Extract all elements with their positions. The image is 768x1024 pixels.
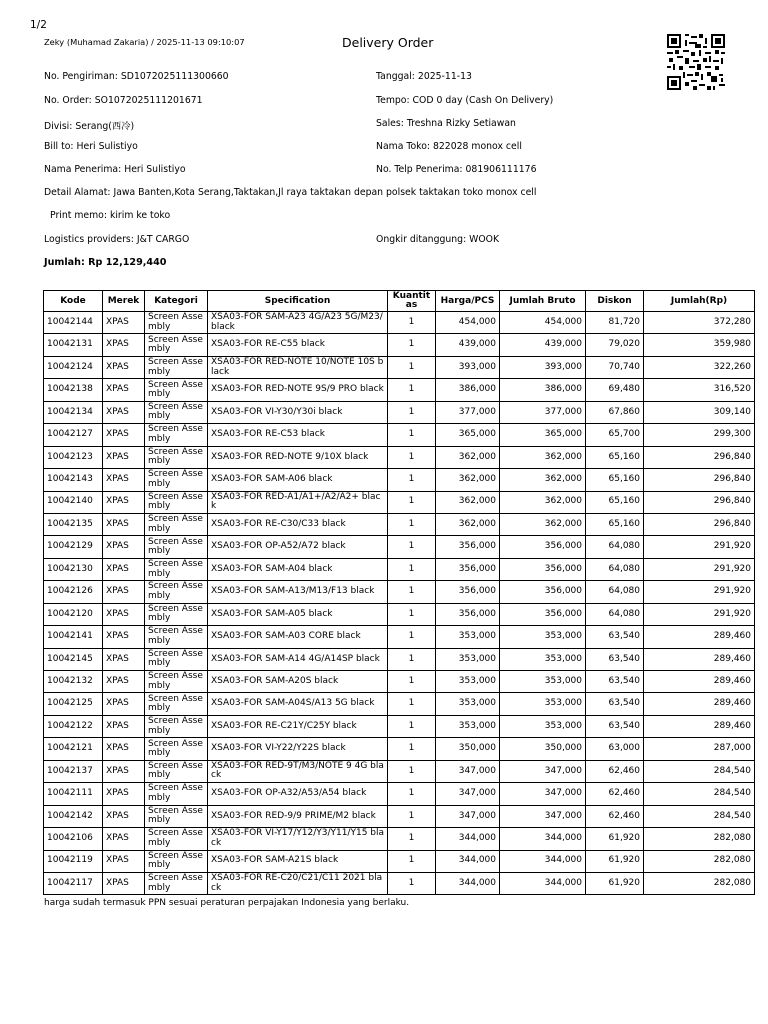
table-row — [44, 850, 755, 872]
page-number: 1/2 — [30, 19, 47, 31]
cell-diskon: 67,860 — [586, 401, 644, 423]
col-header-specification: Specification — [208, 291, 388, 312]
cell-kategori: Screen Assembly — [145, 491, 208, 513]
cell-specification: XSA03-FOR RED-NOTE 9/10X black — [208, 446, 388, 468]
table-row — [44, 469, 755, 491]
cell-jumlah-bruto: 362,000 — [500, 469, 586, 491]
cell-kode: 10042127 — [44, 424, 103, 446]
table-row — [44, 401, 755, 423]
cell-jumlah-rp: 284,540 — [644, 783, 755, 805]
print-memo: Print memo: kirim ke toko — [50, 210, 171, 221]
cell-kuantitas: 1 — [388, 828, 436, 850]
cell-kategori: Screen Assembly — [145, 424, 208, 446]
cell-specification: XSA03-FOR VI-Y30/Y30i black — [208, 401, 388, 423]
cell-jumlah-bruto: 362,000 — [500, 446, 586, 468]
cell-jumlah-rp: 316,520 — [644, 379, 755, 401]
col-header-kategori: Kategori — [145, 291, 208, 312]
cell-specification: XSA03-FOR SAM-A23 4G/A23 5G/M23/black — [208, 312, 388, 334]
cell-kuantitas: 1 — [388, 513, 436, 535]
col-header-merek: Merek — [103, 291, 145, 312]
cell-diskon: 62,460 — [586, 760, 644, 782]
cell-kode: 10042123 — [44, 446, 103, 468]
cell-kode: 10042142 — [44, 805, 103, 827]
cell-diskon: 63,540 — [586, 626, 644, 648]
cell-specification: XSA03-FOR RED-9T/M3/NOTE 9 4G black — [208, 760, 388, 782]
table-row — [44, 603, 755, 625]
nama-toko: Nama Toko: 822028 monox cell — [376, 141, 522, 152]
cell-specification: XSA03-FOR SAM-A13/M13/F13 black — [208, 581, 388, 603]
cell-merek: XPAS — [103, 872, 145, 894]
cell-kode: 10042124 — [44, 356, 103, 378]
cell-jumlah-rp: 291,920 — [644, 603, 755, 625]
cell-jumlah-bruto: 454,000 — [500, 312, 586, 334]
cell-kuantitas: 1 — [388, 536, 436, 558]
cell-kategori: Screen Assembly — [145, 648, 208, 670]
cell-diskon: 63,540 — [586, 715, 644, 737]
cell-kategori: Screen Assembly — [145, 715, 208, 737]
table-row — [44, 558, 755, 580]
cell-harga: 365,000 — [436, 424, 500, 446]
cell-merek: XPAS — [103, 536, 145, 558]
cell-harga: 353,000 — [436, 648, 500, 670]
cell-jumlah-rp: 309,140 — [644, 401, 755, 423]
print-meta-line: Zeky (Muhamad Zakaria) / 2025-11-13 09:10:07 — [44, 37, 245, 47]
cell-merek: XPAS — [103, 693, 145, 715]
sales: Sales: Treshna Rizky Setiawan — [376, 118, 516, 129]
col-header-diskon: Diskon — [586, 291, 644, 312]
cell-kuantitas: 1 — [388, 715, 436, 737]
col-header-kuantitas: Kuantitas — [388, 291, 436, 312]
tax-footnote: harga sudah termasuk PPN sesuai peraturan perpajakan Indonesia yang berlaku. — [44, 898, 410, 908]
cell-jumlah-rp: 284,540 — [644, 805, 755, 827]
cell-harga: 344,000 — [436, 850, 500, 872]
no-pengiriman: No. Pengiriman: SD1072025111300660 — [44, 71, 229, 82]
cell-specification: XSA03-FOR RE-C55 black — [208, 334, 388, 356]
cell-harga: 353,000 — [436, 626, 500, 648]
cell-diskon: 62,460 — [586, 805, 644, 827]
cell-jumlah-bruto: 393,000 — [500, 356, 586, 378]
cell-harga: 393,000 — [436, 356, 500, 378]
cell-specification: XSA03-FOR RED-9/9 PRIME/M2 black — [208, 805, 388, 827]
cell-kategori: Screen Assembly — [145, 581, 208, 603]
cell-kode: 10042144 — [44, 312, 103, 334]
col-header-jumlah-bruto: Jumlah Bruto — [500, 291, 586, 312]
cell-merek: XPAS — [103, 850, 145, 872]
table-row — [44, 379, 755, 401]
cell-jumlah-bruto: 356,000 — [500, 603, 586, 625]
cell-specification: XSA03-FOR SAM-A04S/A13 5G black — [208, 693, 388, 715]
cell-kode: 10042145 — [44, 648, 103, 670]
cell-kode: 10042129 — [44, 536, 103, 558]
cell-kategori: Screen Assembly — [145, 513, 208, 535]
jumlah-total: Jumlah: Rp 12,129,440 — [44, 257, 167, 268]
cell-kode: 10042125 — [44, 693, 103, 715]
cell-specification: XSA03-FOR VI-Y22/Y22S black — [208, 738, 388, 760]
cell-harga: 362,000 — [436, 491, 500, 513]
cell-jumlah-bruto: 353,000 — [500, 648, 586, 670]
table-row — [44, 513, 755, 535]
no-order: No. Order: SO1072025111201671 — [44, 95, 203, 106]
qr-code-icon — [667, 34, 725, 90]
cell-kategori: Screen Assembly — [145, 536, 208, 558]
cell-kategori: Screen Assembly — [145, 805, 208, 827]
cell-kategori: Screen Assembly — [145, 558, 208, 580]
cell-kategori: Screen Assembly — [145, 783, 208, 805]
cell-kuantitas: 1 — [388, 379, 436, 401]
cell-diskon: 64,080 — [586, 581, 644, 603]
cell-harga: 344,000 — [436, 828, 500, 850]
cell-jumlah-rp: 372,280 — [644, 312, 755, 334]
cell-kuantitas: 1 — [388, 760, 436, 782]
cell-jumlah-bruto: 356,000 — [500, 536, 586, 558]
cell-diskon: 70,740 — [586, 356, 644, 378]
table-row — [44, 312, 755, 334]
cell-kategori: Screen Assembly — [145, 401, 208, 423]
divisi: Divisi: Serang(西冷) — [44, 121, 135, 132]
cell-kode: 10042140 — [44, 491, 103, 513]
cell-jumlah-rp: 291,920 — [644, 536, 755, 558]
cell-kategori: Screen Assembly — [145, 760, 208, 782]
cell-diskon: 65,160 — [586, 513, 644, 535]
cell-jumlah-rp: 291,920 — [644, 558, 755, 580]
cell-kategori: Screen Assembly — [145, 671, 208, 693]
cell-diskon: 79,020 — [586, 334, 644, 356]
cell-jumlah-rp: 282,080 — [644, 850, 755, 872]
tempo: Tempo: COD 0 day (Cash On Delivery) — [376, 95, 554, 106]
cell-diskon: 65,160 — [586, 446, 644, 468]
cell-jumlah-rp: 291,920 — [644, 581, 755, 603]
table-row — [44, 805, 755, 827]
cell-kuantitas: 1 — [388, 424, 436, 446]
cell-kategori: Screen Assembly — [145, 828, 208, 850]
no-telp-penerima: No. Telp Penerima: 081906111176 — [376, 164, 537, 175]
cell-harga: 353,000 — [436, 693, 500, 715]
cell-kuantitas: 1 — [388, 626, 436, 648]
cell-specification: XSA03-FOR SAM-A03 CORE black — [208, 626, 388, 648]
document-title: Delivery Order — [342, 35, 434, 50]
cell-jumlah-rp: 289,460 — [644, 648, 755, 670]
cell-kuantitas: 1 — [388, 805, 436, 827]
cell-merek: XPAS — [103, 738, 145, 760]
cell-specification: XSA03-FOR SAM-A04 black — [208, 558, 388, 580]
cell-kode: 10042134 — [44, 401, 103, 423]
cell-harga: 362,000 — [436, 469, 500, 491]
cell-jumlah-rp: 284,540 — [644, 760, 755, 782]
cell-harga: 353,000 — [436, 671, 500, 693]
cell-specification: XSA03-FOR SAM-A06 black — [208, 469, 388, 491]
cell-specification: XSA03-FOR VI-Y17/Y12/Y3/Y11/Y15 black — [208, 828, 388, 850]
cell-kuantitas: 1 — [388, 469, 436, 491]
cell-diskon: 65,700 — [586, 424, 644, 446]
cell-diskon: 64,080 — [586, 536, 644, 558]
cell-kode: 10042121 — [44, 738, 103, 760]
cell-kode: 10042138 — [44, 379, 103, 401]
table-row — [44, 738, 755, 760]
cell-harga: 356,000 — [436, 603, 500, 625]
cell-merek: XPAS — [103, 648, 145, 670]
cell-harga: 350,000 — [436, 738, 500, 760]
cell-jumlah-bruto: 347,000 — [500, 805, 586, 827]
cell-diskon: 65,160 — [586, 469, 644, 491]
cell-kuantitas: 1 — [388, 783, 436, 805]
cell-diskon: 63,000 — [586, 738, 644, 760]
cell-specification: XSA03-FOR OP-A32/A53/A54 black — [208, 783, 388, 805]
cell-kode: 10042141 — [44, 626, 103, 648]
tanggal: Tanggal: 2025-11-13 — [376, 71, 472, 82]
table-row — [44, 671, 755, 693]
table-row — [44, 581, 755, 603]
cell-merek: XPAS — [103, 469, 145, 491]
cell-specification: XSA03-FOR OP-A52/A72 black — [208, 536, 388, 558]
cell-jumlah-bruto: 356,000 — [500, 558, 586, 580]
cell-merek: XPAS — [103, 491, 145, 513]
cell-kuantitas: 1 — [388, 693, 436, 715]
cell-kuantitas: 1 — [388, 872, 436, 894]
table-row — [44, 648, 755, 670]
items-table — [43, 290, 755, 895]
table-row — [44, 491, 755, 513]
cell-jumlah-bruto: 362,000 — [500, 491, 586, 513]
cell-kategori: Screen Assembly — [145, 603, 208, 625]
cell-merek: XPAS — [103, 626, 145, 648]
cell-kuantitas: 1 — [388, 491, 436, 513]
cell-specification: XSA03-FOR RE-C30/C33 black — [208, 513, 388, 535]
cell-kuantitas: 1 — [388, 334, 436, 356]
table-row — [44, 356, 755, 378]
cell-kategori: Screen Assembly — [145, 850, 208, 872]
cell-kuantitas: 1 — [388, 648, 436, 670]
cell-jumlah-rp: 322,260 — [644, 356, 755, 378]
cell-merek: XPAS — [103, 334, 145, 356]
cell-kuantitas: 1 — [388, 581, 436, 603]
cell-kuantitas: 1 — [388, 850, 436, 872]
cell-diskon: 61,920 — [586, 872, 644, 894]
cell-merek: XPAS — [103, 581, 145, 603]
cell-kode: 10042137 — [44, 760, 103, 782]
cell-kategori: Screen Assembly — [145, 872, 208, 894]
cell-kode: 10042117 — [44, 872, 103, 894]
cell-specification: XSA03-FOR RE-C20/C21/C11 2021 black — [208, 872, 388, 894]
cell-merek: XPAS — [103, 513, 145, 535]
cell-diskon: 63,540 — [586, 671, 644, 693]
cell-merek: XPAS — [103, 603, 145, 625]
col-header-harga: Harga/PCS — [436, 291, 500, 312]
cell-jumlah-rp: 289,460 — [644, 626, 755, 648]
cell-jumlah-bruto: 439,000 — [500, 334, 586, 356]
cell-diskon: 64,080 — [586, 603, 644, 625]
cell-jumlah-bruto: 356,000 — [500, 581, 586, 603]
cell-jumlah-rp: 289,460 — [644, 671, 755, 693]
cell-merek: XPAS — [103, 715, 145, 737]
cell-jumlah-rp: 296,840 — [644, 469, 755, 491]
cell-jumlah-bruto: 365,000 — [500, 424, 586, 446]
cell-merek: XPAS — [103, 558, 145, 580]
cell-merek: XPAS — [103, 356, 145, 378]
cell-jumlah-bruto: 353,000 — [500, 693, 586, 715]
table-row — [44, 693, 755, 715]
cell-specification: XSA03-FOR RE-C53 black — [208, 424, 388, 446]
cell-jumlah-rp: 296,840 — [644, 446, 755, 468]
cell-kuantitas: 1 — [388, 446, 436, 468]
cell-kode: 10042135 — [44, 513, 103, 535]
table-row — [44, 783, 755, 805]
cell-jumlah-rp: 282,080 — [644, 872, 755, 894]
cell-kode: 10042126 — [44, 581, 103, 603]
cell-diskon: 63,540 — [586, 693, 644, 715]
cell-harga: 356,000 — [436, 581, 500, 603]
cell-jumlah-bruto: 347,000 — [500, 783, 586, 805]
cell-merek: XPAS — [103, 828, 145, 850]
cell-kode: 10042106 — [44, 828, 103, 850]
cell-jumlah-bruto: 386,000 — [500, 379, 586, 401]
cell-kategori: Screen Assembly — [145, 469, 208, 491]
cell-merek: XPAS — [103, 446, 145, 468]
cell-kategori: Screen Assembly — [145, 446, 208, 468]
cell-specification: XSA03-FOR SAM-A05 black — [208, 603, 388, 625]
table-row — [44, 626, 755, 648]
cell-kode: 10042131 — [44, 334, 103, 356]
cell-kategori: Screen Assembly — [145, 334, 208, 356]
cell-specification: XSA03-FOR RED-A1/A1+/A2/A2+ black — [208, 491, 388, 513]
cell-jumlah-bruto: 350,000 — [500, 738, 586, 760]
cell-harga: 439,000 — [436, 334, 500, 356]
cell-kategori: Screen Assembly — [145, 626, 208, 648]
cell-jumlah-rp: 296,840 — [644, 513, 755, 535]
cell-diskon: 81,720 — [586, 312, 644, 334]
cell-jumlah-rp: 289,460 — [644, 693, 755, 715]
col-header-jumlah-rp: Jumlah(Rp) — [644, 291, 755, 312]
cell-kuantitas: 1 — [388, 603, 436, 625]
cell-harga: 353,000 — [436, 715, 500, 737]
cell-harga: 362,000 — [436, 446, 500, 468]
cell-jumlah-bruto: 377,000 — [500, 401, 586, 423]
detail-alamat: Detail Alamat: Jawa Banten,Kota Serang,Taktakan,Jl raya taktakan depan polsek taktakan toko monox cell — [44, 187, 537, 198]
cell-kuantitas: 1 — [388, 312, 436, 334]
cell-jumlah-bruto: 353,000 — [500, 671, 586, 693]
cell-jumlah-bruto: 347,000 — [500, 760, 586, 782]
cell-kode: 10042111 — [44, 783, 103, 805]
cell-jumlah-rp: 299,300 — [644, 424, 755, 446]
cell-jumlah-bruto: 344,000 — [500, 828, 586, 850]
cell-jumlah-rp: 287,000 — [644, 738, 755, 760]
cell-diskon: 62,460 — [586, 783, 644, 805]
cell-merek: XPAS — [103, 401, 145, 423]
cell-merek: XPAS — [103, 424, 145, 446]
cell-kategori: Screen Assembly — [145, 356, 208, 378]
table-row — [44, 715, 755, 737]
cell-diskon: 65,160 — [586, 491, 644, 513]
cell-specification: XSA03-FOR SAM-A14 4G/A14SP black — [208, 648, 388, 670]
cell-merek: XPAS — [103, 379, 145, 401]
cell-kuantitas: 1 — [388, 558, 436, 580]
cell-merek: XPAS — [103, 783, 145, 805]
cell-jumlah-bruto: 353,000 — [500, 626, 586, 648]
table-row — [44, 334, 755, 356]
cell-harga: 347,000 — [436, 760, 500, 782]
cell-kode: 10042119 — [44, 850, 103, 872]
cell-jumlah-bruto: 344,000 — [500, 872, 586, 894]
cell-harga: 386,000 — [436, 379, 500, 401]
cell-harga: 344,000 — [436, 872, 500, 894]
cell-diskon: 61,920 — [586, 850, 644, 872]
cell-diskon: 61,920 — [586, 828, 644, 850]
cell-diskon: 64,080 — [586, 558, 644, 580]
table-row — [44, 424, 755, 446]
cell-kode: 10042130 — [44, 558, 103, 580]
cell-kuantitas: 1 — [388, 738, 436, 760]
cell-jumlah-rp: 359,980 — [644, 334, 755, 356]
cell-kategori: Screen Assembly — [145, 379, 208, 401]
cell-harga: 356,000 — [436, 536, 500, 558]
table-row — [44, 760, 755, 782]
table-row — [44, 872, 755, 894]
ongkir-ditanggung: Ongkir ditanggung: WOOK — [376, 234, 500, 245]
cell-kode: 10042122 — [44, 715, 103, 737]
cell-merek: XPAS — [103, 312, 145, 334]
cell-harga: 377,000 — [436, 401, 500, 423]
cell-harga: 362,000 — [436, 513, 500, 535]
cell-jumlah-rp: 282,080 — [644, 828, 755, 850]
cell-specification: XSA03-FOR RED-NOTE 10/NOTE 10S black — [208, 356, 388, 378]
cell-harga: 347,000 — [436, 805, 500, 827]
cell-merek: XPAS — [103, 671, 145, 693]
col-header-kode: Kode — [44, 291, 103, 312]
cell-specification: XSA03-FOR SAM-A20S black — [208, 671, 388, 693]
cell-kode: 10042120 — [44, 603, 103, 625]
cell-jumlah-bruto: 344,000 — [500, 850, 586, 872]
cell-specification: XSA03-FOR RED-NOTE 9S/9 PRO black — [208, 379, 388, 401]
cell-jumlah-rp: 289,460 — [644, 715, 755, 737]
cell-jumlah-rp: 296,840 — [644, 491, 755, 513]
cell-kode: 10042143 — [44, 469, 103, 491]
cell-kuantitas: 1 — [388, 671, 436, 693]
cell-jumlah-bruto: 362,000 — [500, 513, 586, 535]
cell-kuantitas: 1 — [388, 356, 436, 378]
cell-diskon: 63,540 — [586, 648, 644, 670]
cell-merek: XPAS — [103, 760, 145, 782]
cell-harga: 347,000 — [436, 783, 500, 805]
cell-harga: 356,000 — [436, 558, 500, 580]
bill-to: Bill to: Heri Sulistiyo — [44, 141, 138, 152]
cell-merek: XPAS — [103, 805, 145, 827]
table-row — [44, 446, 755, 468]
cell-specification: XSA03-FOR RE-C21Y/C25Y black — [208, 715, 388, 737]
table-header-row — [44, 291, 755, 312]
table-row — [44, 828, 755, 850]
logistics-providers: Logistics providers: J&T CARGO — [44, 234, 190, 245]
nama-penerima: Nama Penerima: Heri Sulistiyo — [44, 164, 186, 175]
cell-jumlah-bruto: 353,000 — [500, 715, 586, 737]
cell-kategori: Screen Assembly — [145, 738, 208, 760]
cell-specification: XSA03-FOR SAM-A21S black — [208, 850, 388, 872]
cell-kuantitas: 1 — [388, 401, 436, 423]
cell-kategori: Screen Assembly — [145, 312, 208, 334]
cell-kategori: Screen Assembly — [145, 693, 208, 715]
cell-diskon: 69,480 — [586, 379, 644, 401]
cell-kode: 10042132 — [44, 671, 103, 693]
cell-harga: 454,000 — [436, 312, 500, 334]
table-row — [44, 536, 755, 558]
